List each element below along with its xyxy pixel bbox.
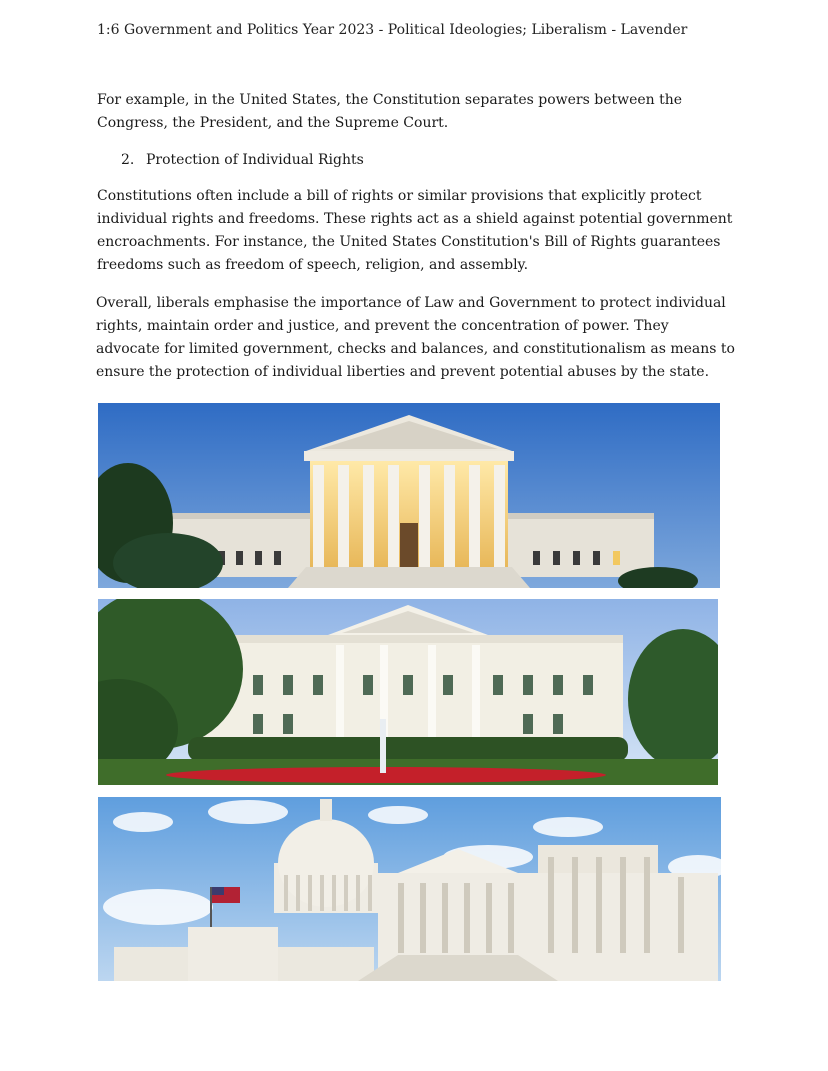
paragraph-separation-of-powers: For example, in the United States, the Constitution separates powers between the Congress, the President, and the Supreme Court. — [97, 92, 683, 131]
numbered-list-item — [121, 149, 364, 172]
paragraph-overall-liberals: Overall, liberals emphasise the importance of Law and Government to protect individual rights, maintain order and justice, and prevent the concentration of power. They advocate for limited government, checks and balances, and constitutionalism as means to ensure the protection of individual liberties and prevent potential abuses by the state. — [96, 295, 735, 380]
white-house-photo — [98, 599, 718, 785]
list-number: 2. — [121, 152, 135, 168]
paragraph-bill-of-rights: Constitutions often include a bill of rights or similar provisions that explicitly protect individual rights and freedoms. These rights act as a shield against potential government encroachments. For instance, the United States Constitution's Bill of Rights guarantees freedoms such as freedom of speech, religion, and assembly. — [97, 188, 733, 273]
list-item-text: Protection of Individual Rights — [146, 152, 364, 168]
supreme-court-photo — [98, 403, 720, 588]
page-header: 1:6 Government and Politics Year 2023 - Political Ideologies; Liberalism - Lavender — [97, 22, 688, 38]
capitol-building-photo — [98, 797, 721, 981]
